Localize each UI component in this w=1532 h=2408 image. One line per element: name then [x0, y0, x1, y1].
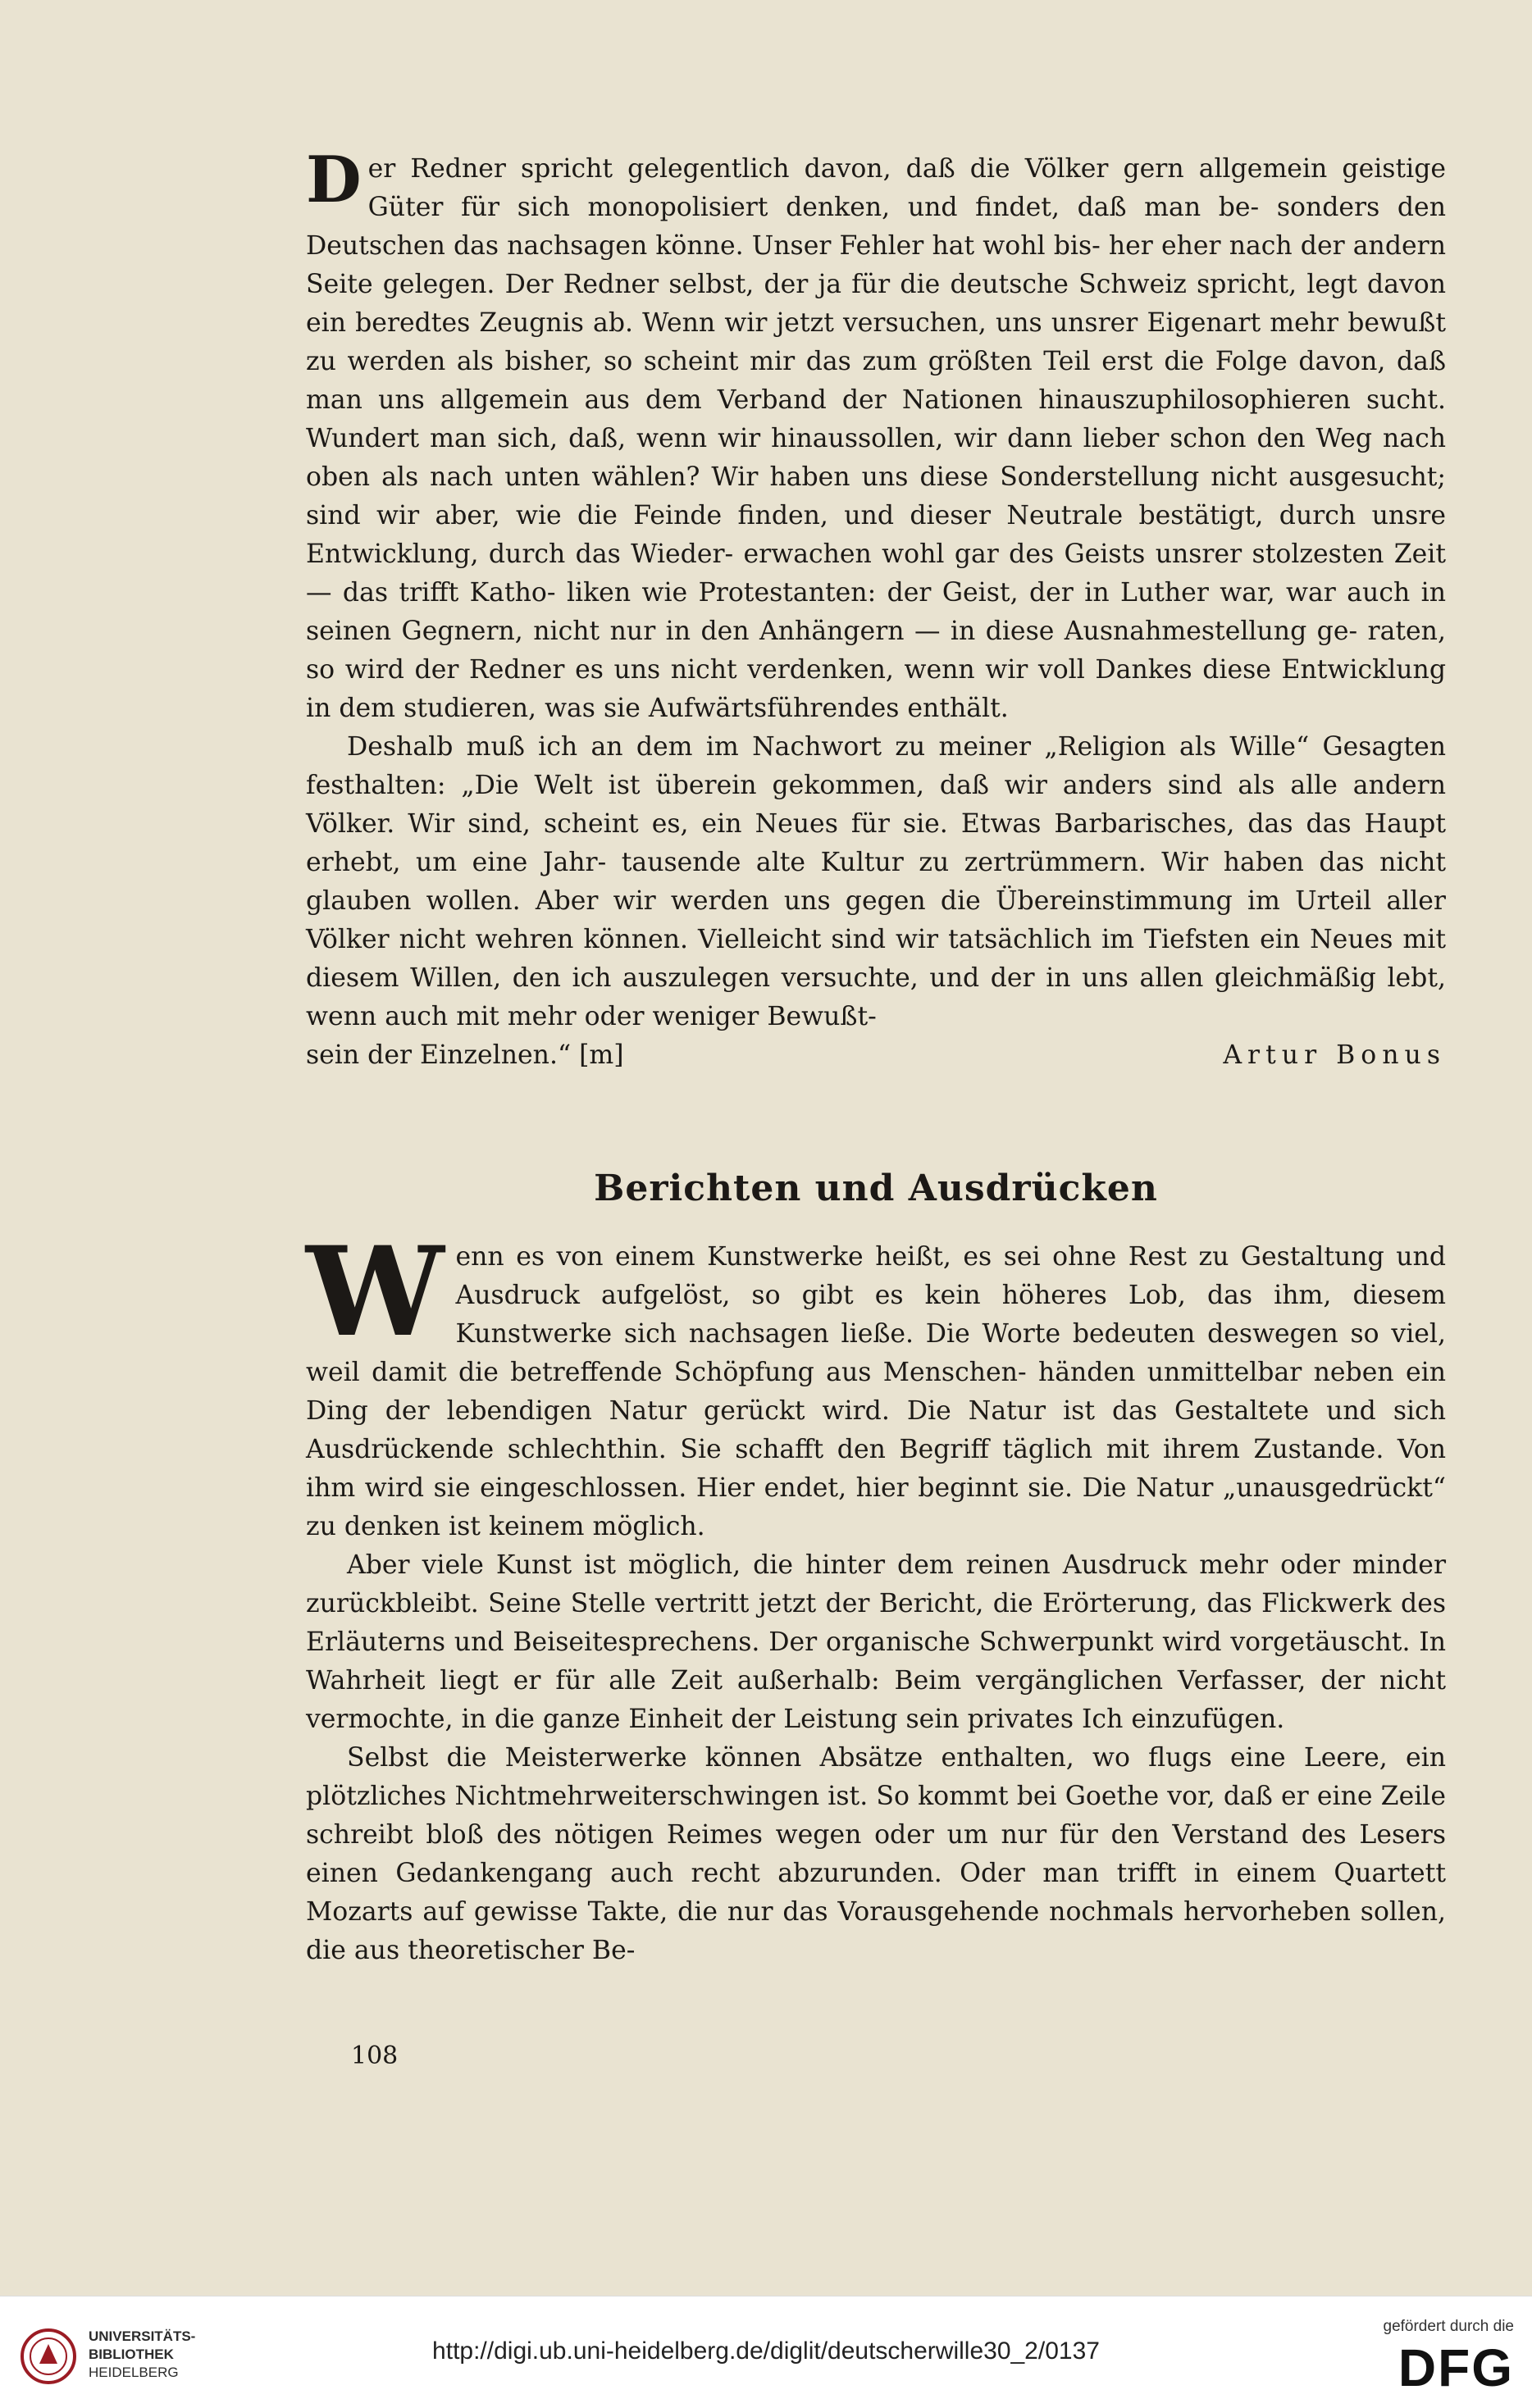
article1-line: diese Entwicklung in dem studieren, was sie Aufwärtsführendes enthält. — [306, 655, 1446, 723]
article1-line: und dieser Neutrale bestätigt, durch unsre Entwicklung, durch das Wieder- — [306, 501, 1447, 569]
article1-line: die deutsche Schweiz spricht, legt davon ein beredtes Zeugnis ab. Wenn — [306, 270, 1447, 338]
article1-line: sonders den Deutschen das nachsagen könne. Unser Fehler hat wohl bis- — [306, 193, 1446, 261]
article2-line: händen unmittelbar neben ein Ding der lebendigen Natur gerückt wird. — [306, 1358, 1446, 1426]
permalink-url[interactable]: http://digi.ub.uni-heidelberg.de/diglit/deutscherwille30_2/0137 — [432, 2337, 1100, 2365]
article2-line: organische Schwerpunkt wird vorgetäuscht. In Wahrheit liegt er für — [306, 1627, 1446, 1696]
article1-line: her eher nach der andern Seite gelegen. Der Redner selbst, der ja für — [306, 231, 1447, 299]
article1-last-line: sein der Einzelnen.“ [m] — [306, 1040, 624, 1070]
article2-line: diesem Kunstwerke sich nachsagen ließe. Die Worte bedeuten — [455, 1281, 1447, 1349]
author-signature: Artur Bonus — [1223, 1040, 1446, 1070]
article2-line: Hier endet, hier beginnt sie. Die Natur „unausgedrückt“ zu denken ist — [306, 1473, 1446, 1541]
article1-line: Deshalb muß ich an dem im Nachwort zu meiner „Religion als — [347, 732, 1217, 762]
article2-line: Aber viele Kunst ist möglich, die hinter dem reinen Ausdruck mehr — [347, 1550, 1269, 1580]
article1-closing-row — [306, 1036, 1446, 1075]
article2-line: daß er eine Zeile schreibt bloß des nötigen Reimes wegen oder um nur für — [306, 1782, 1446, 1850]
article1-line: wir jetzt versuchen, uns unsrer Eigenart mehr bewußt zu werden als — [306, 308, 1446, 376]
article2-line: den Verstand des Lesers einen Gedankengang auch recht abzurunden. Oder — [306, 1820, 1446, 1888]
article1-line: liken wie Protestanten: der Geist, der in Luther war, war auch in seinen — [306, 578, 1447, 646]
article1-line: raten, so wird der Redner es uns nicht verdenken, wenn wir voll Dankes — [306, 617, 1446, 685]
logo-line: UNIVERSITÄTS- — [89, 2328, 196, 2344]
page-number: 108 — [351, 2042, 399, 2070]
article1-line: für sie. Etwas Barbarisches, das das Haupt erhebt, um eine Jahr- — [306, 809, 1446, 877]
article1-line: anders sind als alle andern Völker. Wir sind, scheint es, ein Neues — [306, 771, 1447, 839]
article2-line: Vorausgehende nochmals hervorheben sollen, die aus theoretischer Be- — [306, 1897, 1446, 1965]
article1-line: Gegnern, nicht nur in den Anhängern — in diese Ausnahmestellung ge- — [401, 617, 1358, 646]
article2-line: keinem möglich. — [488, 1512, 705, 1541]
article2-line: alle Zeit außerhalb: Beim vergänglichen Verfasser, der nicht vermochte, — [306, 1666, 1447, 1734]
article1-line: Völker nicht wehren können. Vielleicht sind wir tatsächlich im Tiefsten — [306, 925, 1251, 954]
viewer-footer — [0, 2296, 1532, 2408]
dfg-caption: gefördert durch die — [1383, 2318, 1514, 2335]
dfg-logo[interactable]: DFG — [1397, 2338, 1514, 2397]
article2-line: oder minder zurückbleibt. Seine Stelle vertritt jetzt der Bericht, die — [306, 1550, 1446, 1618]
article2-line: man trifft in einem Quartett Mozarts auf gewisse Takte, die nur das — [306, 1859, 1447, 1927]
article1-line: erwachen wohl gar des Geists unsrer stolzesten Zeit — das trifft Katho- — [306, 539, 1447, 608]
article1-paragraph2 — [306, 728, 1446, 1036]
article2-line: enn es von einem Kunstwerke heißt, es sei ohne Rest zu Gestaltung — [455, 1242, 1384, 1272]
article1-line: geistige Güter für sich monopolisiert denken, und findet, daß man be- — [367, 154, 1447, 222]
article1-line: Sonderstellung nicht ausgesucht; sind wir aber, wie die Feinde finden, — [306, 462, 1447, 530]
article2-paragraph1 — [306, 1220, 1447, 1546]
article2-line: ein plötzliches Nichtmehrweiterschwingen ist. So kommt bei Goethe vor, — [306, 1743, 1446, 1811]
article-bonus — [306, 143, 1447, 1075]
article1-line: tausende alte Kultur zu zertrümmern. Wir haben das nicht glauben — [306, 848, 1447, 916]
article2-paragraph2 — [306, 1546, 1446, 1739]
article-berichten — [306, 1220, 1447, 1970]
article2-paragraph3 — [306, 1739, 1446, 1970]
article1-paragraph1 — [306, 143, 1447, 728]
drop-cap-d: D — [306, 143, 362, 217]
article1-line: uns allgemein aus dem Verband der Nationen hinauszuphilosophieren — [378, 385, 1351, 415]
article2-line: und Ausdruck aufgelöst, so gibt es kein höheres Lob, das ihm, — [455, 1242, 1447, 1310]
logo-line: HEIDELBERG — [89, 2365, 179, 2380]
article1-line: sucht. Wundert man sich, daß, wenn wir hinaussollen, wir dann lieber — [306, 385, 1447, 453]
drop-cap-w: W — [306, 1220, 445, 1364]
article2-line: Die Natur ist das Gestaltete und sich Ausdrückende schlechthin. Sie schafft — [306, 1396, 1446, 1464]
article2-line: den Begriff täglich mit ihrem Zustande. Von ihm wird sie eingeschlossen. — [306, 1435, 1447, 1503]
article1-line: schon den Weg nach oben als nach unten wählen? Wir haben uns diese — [306, 424, 1447, 492]
article1-line: wollen. Aber wir werden uns gegen die Übereinstimmung im Urteil aller — [426, 886, 1446, 916]
article2-line: deswegen so viel, weil damit die betreffende Schöpfung aus Menschen- — [306, 1319, 1446, 1387]
article1-line: bisher, so scheint mir das zum größten Teil erst die Folge davon, daß man — [306, 347, 1446, 415]
article1-line: er Redner spricht gelegentlich davon, daß die Völker gern allgemein — [367, 154, 1328, 184]
article1-line: Wille“ Gesagten festhalten: „Die Welt ist überein gekommen, daß wir — [306, 732, 1446, 800]
logo-line: BIBLIOTHEK — [89, 2347, 174, 2362]
section-heading: Berichten und Ausdrücken — [594, 1168, 1158, 1209]
article2-line: Erörterung, das Flickwerk des Erläuterns und Beiseitesprechens. Der — [306, 1589, 1446, 1657]
article2-line: Selbst die Meisterwerke können Absätze enthalten, wo flugs eine Leere, — [347, 1743, 1388, 1773]
article1-line: uns allen gleichmäßig lebt, wenn auch mit mehr oder weniger Bewußt- — [306, 963, 1446, 1031]
article2-line: in die ganze Einheit der Leistung sein privates Ich einzufügen. — [461, 1705, 1285, 1734]
article1-line: ein Neues mit diesem Willen, den ich auszulegen versuchte, und der in — [306, 925, 1446, 993]
